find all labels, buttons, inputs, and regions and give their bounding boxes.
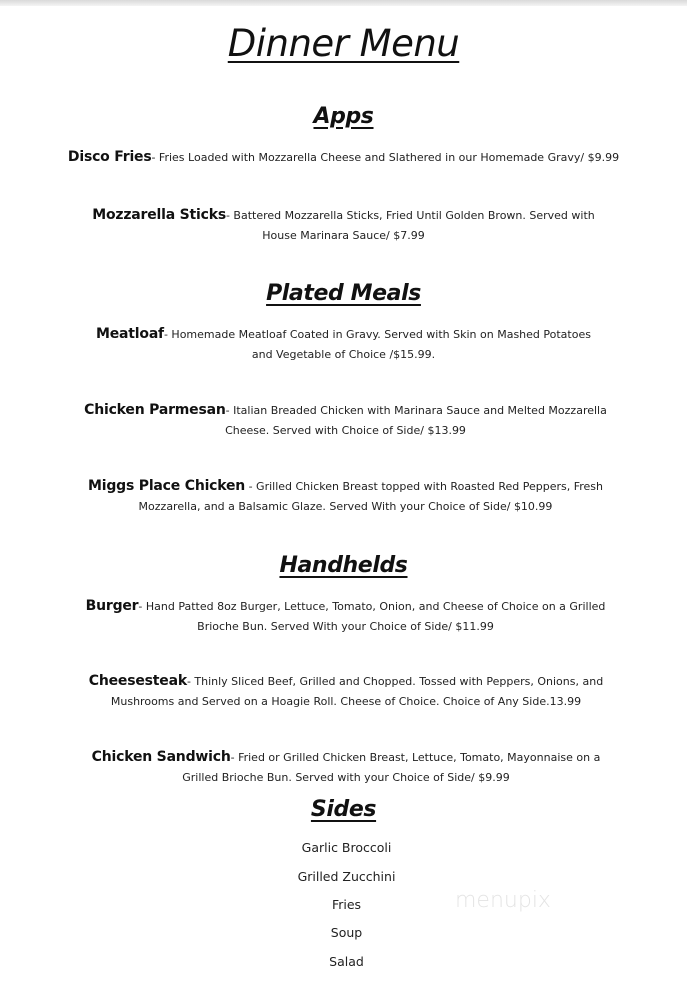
item-description: - Homemade Meatloaf Coated in Gravy. Served with Skin on Mashed Potatoes and Vegetable of Choice /$15.99.	[163, 328, 591, 361]
item-description: - Grilled Chicken Breast topped with Roasted Red Peppers, Fresh Mozzarella, and a Balsamic Glaze. Served With your Choice of Side/ $10.99	[138, 480, 604, 513]
item-description: - Italian Breaded Chicken with Marinara Sauce and Melted Mozzarella Cheese. Served with Choice of Side/ $13.99	[225, 404, 607, 437]
item-description: - Thinly Sliced Beef, Grilled and Chopped. Tossed with Peppers, Onions, and Mushrooms and Served on a Hoagie Roll. Cheese of Choice. Choice of Any Side.13.99	[110, 675, 604, 708]
menu-item-cheesesteak	[62, 671, 630, 712]
item-name: Chicken Sandwich	[91, 749, 231, 765]
menupix-watermark: menupix	[455, 888, 551, 913]
item-description: - Fries Loaded with Mozzarella Cheese and Slathered in our Homemade Gravy/ $9.99	[151, 151, 620, 164]
menu-item-disco-fries	[60, 147, 627, 168]
item-name: Disco Fries	[67, 149, 152, 165]
item-name: Meatloaf	[96, 326, 164, 342]
side-item-garlic-broccoli: Garlic Broccoli	[301, 840, 392, 855]
item-name: Chicken Parmesan	[84, 402, 226, 418]
side-item-fries: Fries	[331, 897, 362, 912]
side-item-grilled-zucchini: Grilled Zucchini	[297, 869, 396, 884]
side-item-salad: Salad	[329, 954, 364, 969]
page-top-edge	[0, 0, 687, 6]
section-heading-plated-meals: Plated Meals	[266, 281, 421, 306]
section-heading-handhelds: Handhelds	[279, 553, 408, 578]
item-name: Mozzarella Sticks	[92, 207, 226, 223]
item-description: - Hand Patted 8oz Burger, Lettuce, Tomato, Onion, and Cheese of Choice on a Grilled Brioche Bun. Served With your Choice of Side/ $11.99	[138, 600, 606, 633]
item-description: - Battered Mozzarella Sticks, Fried Until Golden Brown. Served with House Marinara Sauce/ $7.99	[225, 209, 595, 242]
menu-item-burger	[68, 596, 623, 637]
item-name: Miggs Place Chicken	[87, 478, 246, 494]
side-item-soup: Soup	[330, 925, 363, 940]
menu-item-miggs-place-chicken	[64, 476, 627, 517]
menu-item-meatloaf	[85, 324, 602, 365]
item-name: Burger	[85, 598, 139, 614]
section-heading-apps: Apps	[313, 104, 374, 129]
item-description: - Fried or Grilled Chicken Breast, Lettuce, Tomato, Mayonnaise on a Grilled Brioche Bun. Served with your Choice of Side/ $9.99	[182, 751, 601, 784]
section-heading-sides: Sides	[310, 797, 377, 822]
menu-item-chicken-parmesan	[68, 400, 623, 441]
item-name: Cheesesteak	[88, 673, 187, 689]
menu-title: Dinner Menu	[227, 22, 460, 65]
menu-item-chicken-sandwich	[78, 747, 614, 788]
menu-item-mozzarella-sticks	[80, 205, 607, 246]
